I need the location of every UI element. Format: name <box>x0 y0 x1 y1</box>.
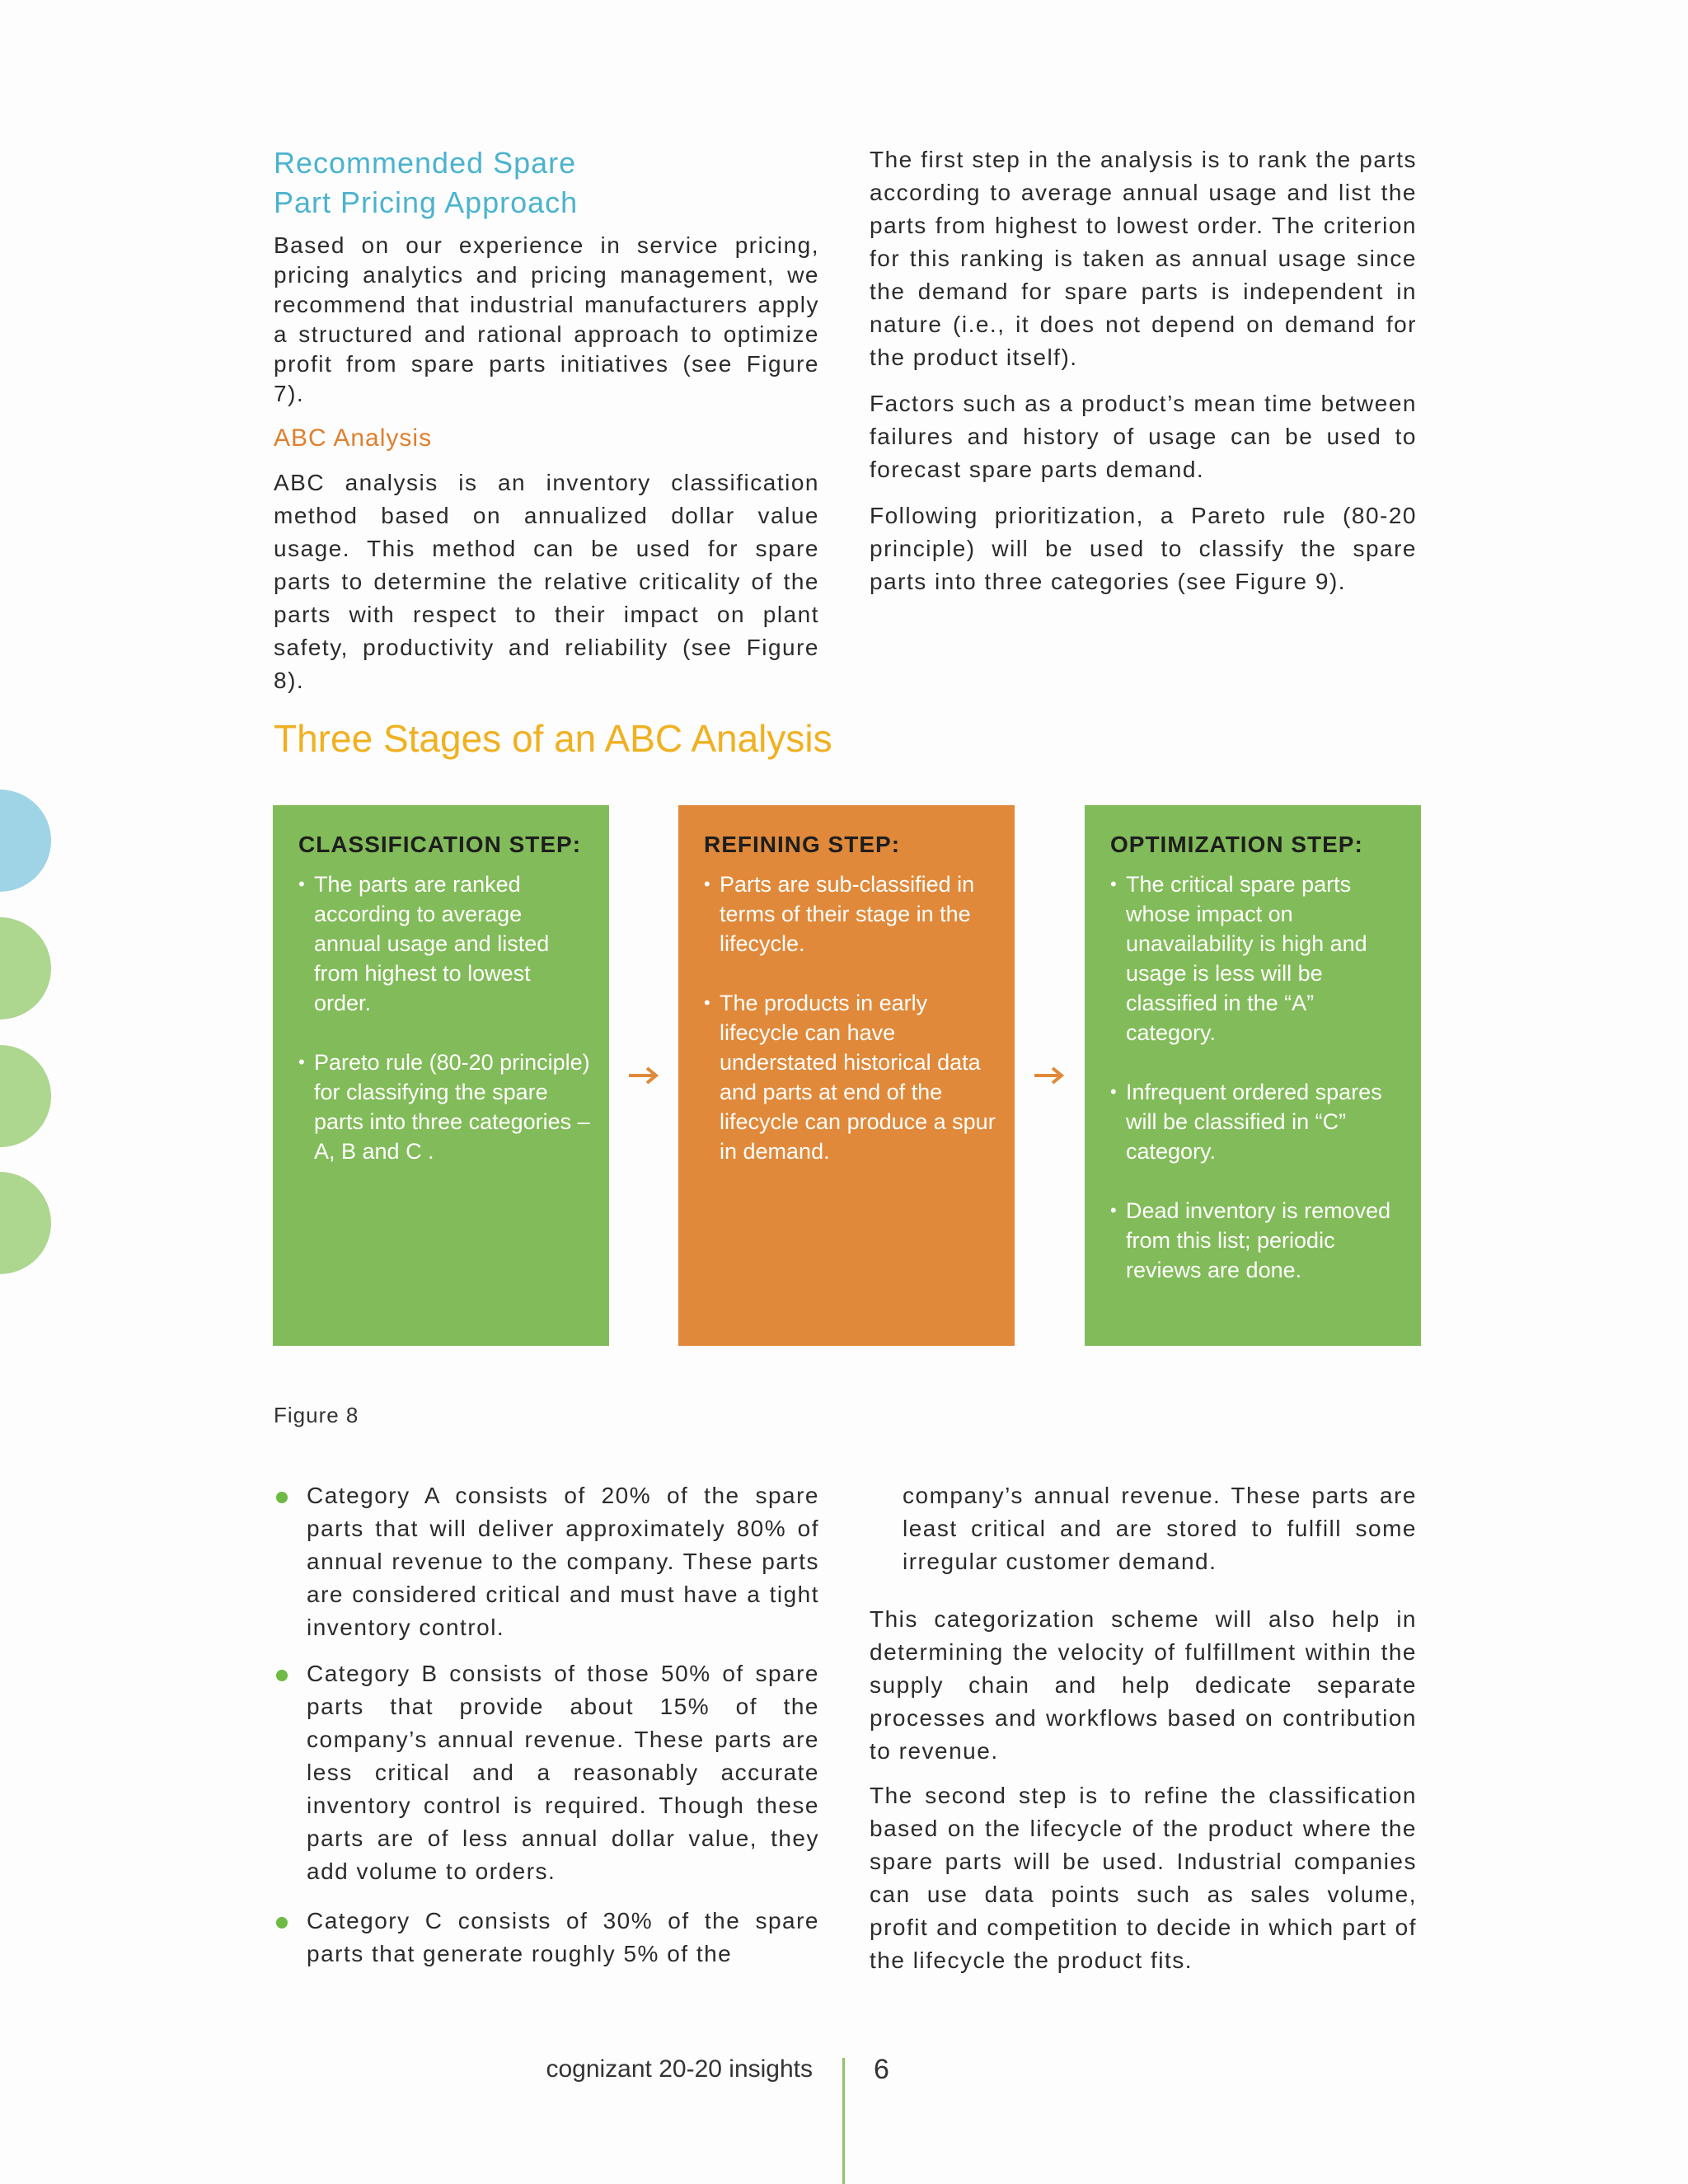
classification-step-title: CLASSIFICATION STEP: <box>298 832 582 857</box>
right-paragraph-3: Following prioritization, a Pareto rule (80-20 principle) will be used to classify the spare parts into three categories (see Figure 9). <box>870 503 1417 594</box>
optimization-step-box <box>1085 805 1421 1346</box>
page-number: 6 <box>874 2054 889 2085</box>
intro-paragraph: Based on our experience in service pricing, pricing analytics and pricing management, we recommend that industrial manufacturers apply a structured and rational approach to optimize profit from spare parts initiatives (see Figure 7). <box>274 232 819 406</box>
refining-bullet: • Parts are sub-classified in terms of their stage in the lifecycle. <box>704 869 998 958</box>
abc-paragraph: ABC analysis is an inventory classification method based on annualized dollar value usage. This method can be used for spare parts to determine the relative criticality of the parts with respect to their impact on plant safety, productivity and reliability (see Figure 8). <box>274 470 819 693</box>
decor-circle-green-2 <box>0 1045 51 1147</box>
section-heading-line2: Part Pricing Approach <box>274 185 579 219</box>
decor-circle-green-3 <box>0 1172 51 1274</box>
left-column <box>274 143 819 697</box>
optimization-step-bullets <box>1110 869 1404 1285</box>
bottom-paragraph-1: This categorization scheme will also help in determining the velocity of fulfillment within the supply chain and help dedicate separate processes and workflows based on contribution to revenue. <box>870 1606 1417 1764</box>
section-heading-line1: Recommended Spare <box>274 146 577 180</box>
decor-circle-green-1 <box>0 917 51 1019</box>
footer-publication: cognizant 20-20 insights <box>546 2055 813 2083</box>
classification-step-bullets <box>298 869 593 1166</box>
category-c-continuation: company’s annual revenue. These parts are least critical and are stored to fulfill some irregular customer demand. <box>903 1483 1417 1574</box>
arrow-right-icon <box>627 1066 660 1085</box>
bottom-right-column <box>870 1479 1417 1977</box>
refining-step-title: REFINING STEP: <box>704 832 901 857</box>
decor-circle-blue <box>0 790 51 892</box>
category-a-item: Category A consists of 20% of the spare parts that will deliver approximately 80% of annual revenue to the company. These parts are considered critical and must have a tight inventory control. <box>274 1479 819 1644</box>
optimization-bullet: • Dead inventory is removed from this list; periodic reviews are done. <box>1110 1196 1404 1285</box>
optimization-bullet: • The critical spare parts whose impact on unavailability is high and usage is less will be classified in the “A” category. <box>1110 869 1404 1047</box>
abc-subheading: ABC Analysis <box>274 424 433 452</box>
bottom-paragraph-2: The second step is to refine the classification based on the lifecycle of the product where the spare parts will be used. Industrial companies can use data points such as sales volume, profit and competition to decide in which part of the lifecycle the product fits. <box>870 1783 1417 1973</box>
right-column <box>870 143 1417 598</box>
right-paragraph-1: The first step in the analysis is to rank the parts according to average annual usage and list the parts from highest to lowest order. The criterion for this ranking is taken as annual usage since the demand for spare parts is independent in nature (i.e., it does not depend on demand for the product itself). <box>870 147 1417 370</box>
classification-bullet: • The parts are ranked according to average annual usage and listed from highest to lowest order. <box>298 869 593 1018</box>
footer-divider <box>842 2058 845 2184</box>
figure-caption: Figure 8 <box>274 1403 359 1427</box>
refining-bullet: • The products in early lifecycle can have understated historical data and parts at end of the lifecycle can produce a spur in demand. <box>704 988 998 1166</box>
category-c-item: Category C consists of 30% of the spare parts that generate roughly 5% of the <box>274 1905 819 1971</box>
category-b-item: Category B consists of those 50% of spare parts that provide about 15% of the company’s annual revenue. These parts are less critical and a reasonably accurate inventory control is required. Though these parts are of less annual dollar value, they add volume to orders. <box>274 1657 819 1888</box>
figure-title: Three Stages of an ABC Analysis <box>274 717 832 760</box>
category-list-column <box>274 1479 819 1984</box>
optimization-bullet: • Infrequent ordered spares will be classified in “C” category. <box>1110 1077 1404 1166</box>
classification-step-box <box>273 805 609 1346</box>
arrow-right-icon <box>1033 1066 1066 1085</box>
category-list <box>274 1479 819 1971</box>
optimization-step-title: OPTIMIZATION STEP: <box>1110 832 1363 857</box>
right-paragraph-2: Factors such as a product’s mean time between failures and history of usage can be used to forecast spare parts demand. <box>870 391 1417 482</box>
classification-bullet: • Pareto rule (80-20 principle) for classifying the spare parts into three categories – A, B and C . <box>298 1047 593 1166</box>
refining-step-box <box>678 805 1015 1346</box>
refining-step-bullets <box>704 869 998 1166</box>
